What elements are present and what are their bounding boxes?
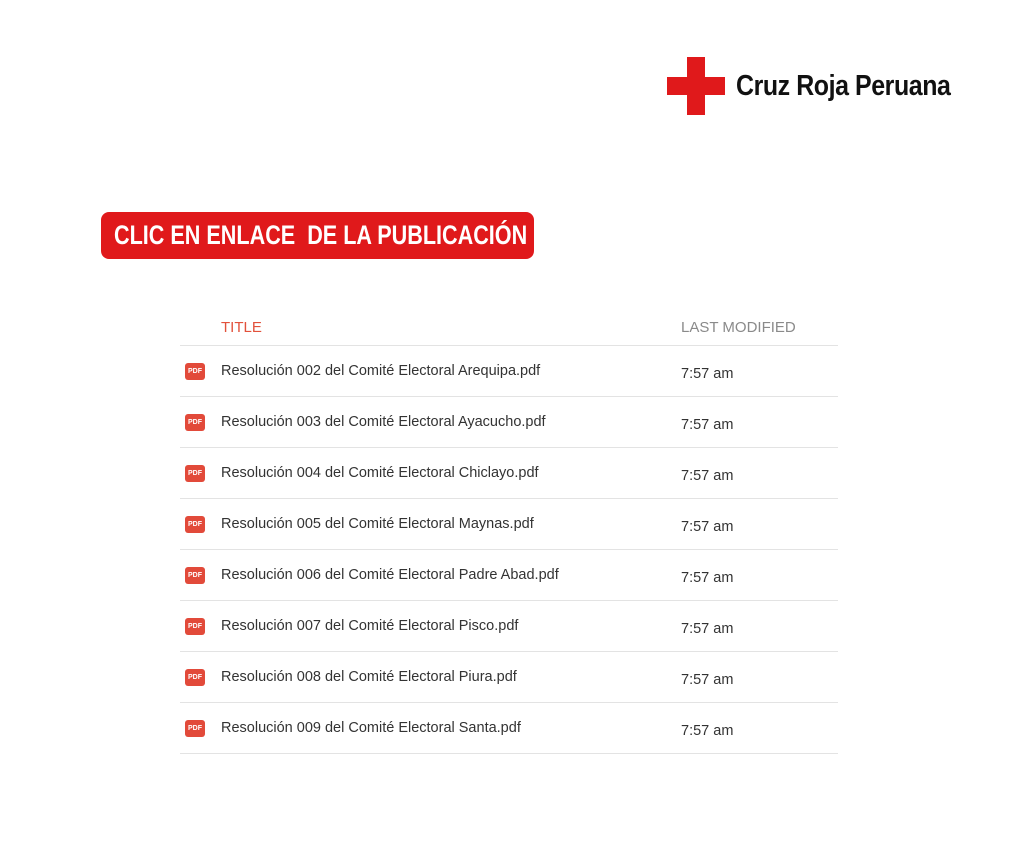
file-modified-time: 7:57 am: [681, 723, 734, 739]
file-modified-time: 7:57 am: [681, 519, 734, 535]
file-link[interactable]: Resolución 006 del Comité Electoral Padre Abad.pdf: [221, 567, 559, 583]
file-modified-time: 7:57 am: [681, 468, 734, 484]
pdf-file-icon: PDF: [185, 669, 205, 686]
table-row[interactable]: [180, 397, 838, 448]
pdf-file-icon: PDF: [185, 567, 205, 584]
file-link[interactable]: Resolución 005 del Comité Electoral Maynas.pdf: [221, 516, 534, 532]
file-link[interactable]: Resolución 009 del Comité Electoral Santa.pdf: [221, 720, 521, 736]
file-modified-time: 7:57 am: [681, 417, 734, 433]
file-link[interactable]: Resolución 007 del Comité Electoral Pisco.pdf: [221, 618, 519, 634]
file-modified-time: 7:57 am: [681, 672, 734, 688]
pdf-file-icon: PDF: [185, 516, 205, 533]
brand-logo: [667, 56, 985, 116]
file-modified-time: 7:57 am: [681, 570, 734, 586]
file-table: [180, 309, 838, 754]
pdf-file-icon: PDF: [185, 363, 205, 380]
table-row[interactable]: [180, 448, 838, 499]
file-modified-time: 7:57 am: [681, 621, 734, 637]
banner-text: CLIC EN ENLACE DE LA PUBLICACIÓN: [114, 220, 528, 250]
table-row[interactable]: [180, 652, 838, 703]
instruction-banner: [101, 212, 534, 259]
pdf-file-icon: PDF: [185, 618, 205, 635]
table-row[interactable]: [180, 346, 838, 397]
pdf-file-icon: PDF: [185, 465, 205, 482]
column-header-last-modified[interactable]: LAST MODIFIED: [681, 319, 796, 336]
file-link[interactable]: Resolución 003 del Comité Electoral Ayacucho.pdf: [221, 414, 546, 430]
file-link[interactable]: Resolución 002 del Comité Electoral Arequipa.pdf: [221, 363, 541, 379]
pdf-file-icon: PDF: [185, 720, 205, 737]
file-link[interactable]: Resolución 004 del Comité Electoral Chiclayo.pdf: [221, 465, 539, 481]
pdf-file-icon: PDF: [185, 414, 205, 431]
file-link[interactable]: Resolución 008 del Comité Electoral Piura.pdf: [221, 669, 517, 685]
table-row[interactable]: [180, 703, 838, 754]
table-row[interactable]: [180, 601, 838, 652]
table-row[interactable]: [180, 499, 838, 550]
brand-name: Cruz Roja Peruana: [736, 69, 951, 102]
table-row[interactable]: [180, 550, 838, 601]
file-modified-time: 7:57 am: [681, 366, 734, 382]
table-header: [180, 309, 838, 346]
column-header-title[interactable]: TITLE: [221, 319, 262, 336]
red-cross-icon: [667, 57, 725, 115]
